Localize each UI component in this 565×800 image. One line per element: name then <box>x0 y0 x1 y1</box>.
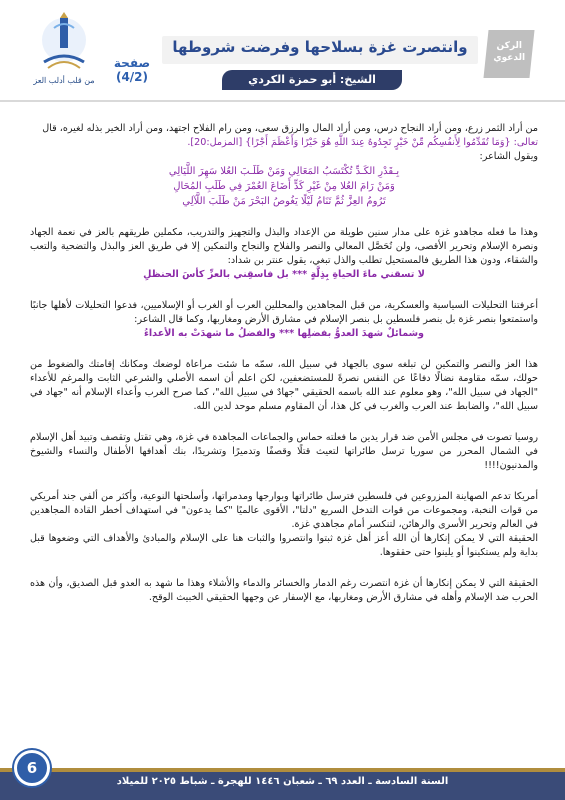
issue-info: السنة السادسة ـ العدد ٦٩ ـ شعبان ١٤٤٦ للهجرة ـ شباط ٢٠٢٥ للميلاد <box>116 776 449 787</box>
paragraph-2: وهذا ما فعله مجاهدو غزة على مدار سنين طويلة من الإعداد والبذل والتجهيز والتدريب، مكملين طريقهم بالعز في نعمة الجهاد ونصرة الإسلام وتحرير الأقصى، ولن تُحَصَّل المعالي والنصر والفلاح والنجاح والتمكين إلا في طريق العز والبذل والتضحية والتعب والشقاء، ودون هذا الطريق فالمستحيل تطلب والذل تبغي، يقول عنتر بن شداد: <box>30 227 538 266</box>
paragraph-5: روسيا تصوت في مجلس الأمن ضد قرار يدين ما فعلته حماس والجماعات المجاهدة في غزة، وهي تقتل وتقصف وتبيد أهل الإسلام في الشمال المحرر من سوريا ترسل طائراتها لتعيث قتلًا وقصفًا وتدميرًا وتشريدًا، بنك أهدافها الأطفال والنساء والشيوخ والمدنيون!!!! <box>30 432 538 471</box>
page-fraction: (4/2) <box>115 70 149 84</box>
paragraph-4: هذا العز والنصر والتمكين لن تبلغه سوى بالجهاد في سبيل الله، سمّه ما شئت مراعاة لوضعك ومكانك إقامتك والضغوط من حولك، سمّه مقاومة نضالًا دفاعًا عن النفس نصرةً للمستضعفين، لكن اعلم أن اسمه الأصلي والشرعي الثابت والمرغم للأعداء "الجهاد في سبيل الله"، وهو معلوم عند الله باسمه الحقيقي "جهادٌ في سبيل الله"، كما صرح الغرب وأعداء الإسلام أنه "جهاد في سبيل الله"، والضابط عند العرب والغرب في كل هذا، أن المقاوم مسلم موحد لدين الله. <box>30 359 538 412</box>
paragraph-intro-1: من أراد الثمر زرع، ومن أراد النجاح درس، ومن أراد المال والرزق سعى، ومن رام الفلاح اجتهد، ومن أراد الخير بذله لغيره، قال <box>42 123 538 134</box>
poem-line: تَرُومُ العِزَّ ثُمَّ تَنَامُ لَيْلًا يَغُوصُ البَحْرَ مَنْ طَلَبَ اللَّآلِي <box>182 196 386 207</box>
page-number: 6 <box>14 750 50 786</box>
quran-verse: تعالى: {وَمَا تُقَدِّمُوا لِأَنفُسِكُم مِّنْ خَيْرٍ تَجِدُوهُ عِندَ اللَّهِ هُوَ خَيْرًا وَأَعْظَمَ أَجْرًا} [المزمل:20]. <box>187 137 538 148</box>
logo-caption: من قلب أدلب العز <box>33 76 95 85</box>
poem-line: بِـقَدْرِ الكَـدِّ تُكْتَسَبُ المَعَالِي وَمَنْ طَلَـبَ العُلا سَهِرَ اللَّيَالِي <box>168 166 400 177</box>
poem-line: وَمَنْ رَامَ العُلا مِنْ غَيْرِ كَدٍّ أَضَاعَ العُمْرَ فِي طَلَبِ المُحَالِ <box>173 181 395 192</box>
poem-block <box>30 164 538 209</box>
page-label: صفحة <box>113 56 151 70</box>
page-badge <box>110 56 154 84</box>
quote-antara: لا تسقني ماءَ الحياةِ بِذِلَّةٍ *** بل فاسقِني بالعزِّ كأسَ الحنظلِ <box>143 269 425 280</box>
author-label: الشيخ: أبو حمزة الكردي <box>222 70 402 90</box>
article-body <box>30 122 538 605</box>
paragraph-8: الحقيقة التي لا يمكن إنكارها أن غزة انتصرت رغم الدمار والخسائر والدماء والأشلاء وهذا ما شهد به العدو قبل الصديق، وأن هذه الحرب ضد الإسلام وأهله في مشارق الأرض ومغاربها، مع الإسفار عن وجهها الحقيقي الخبيث الوقح. <box>30 578 538 603</box>
quote-enemy: وشمائلٌ شهدَ العدوُّ بفضلِها *** والفضلُ ما شهدَتْ به الأعداءُ <box>143 328 425 339</box>
paragraph-6: أمريكا تدعم الصهاينة المزروعين في فلسطين فترسل طائراتها وبوارجها ومدمراتها، وأسلحتها النوعية، وأكثر من ألفي جند أمريكي من قوات النخبة، ومجموعات من قوات التدخل السريع "دلتا"، الأقوى عالميًا "كما يدعون" في استهداف أخطر القادة المجاهدين في العالم وتحرير الأسرى والرهائن، لتنكسر أمام مجاهدي غزة. <box>30 491 538 530</box>
section-tab <box>483 30 534 78</box>
paragraph-3: أعرفتنا التحليلات السياسية والعسكرية، من قبل المجاهدين والمحللين العرب أو الغرب أو الإسلاميين، فدعوا التحليلات لأهلها جانبًا واستمتعوا بنصر غزة بل بنصر فلسطين بل بنصر الإسلام في مشارق الأرض ومغاربها، وكما قال الشاعر: <box>30 300 538 325</box>
paragraph-intro-3: ويقول الشاعر: <box>479 151 538 162</box>
paragraph-7: الحقيقة التي لا يمكن إنكارها أن الله أعز أهل غزة ثبتوا وانتصروا والثبات هنا على الإسلام والمبادئ والأهداف التي وضعوها قبل بداية ولم يستكينوا أو يلينوا حتى حققوها. <box>30 533 538 558</box>
section-label: الركن الدعوي <box>493 41 526 63</box>
footer-stripe <box>0 768 565 772</box>
article-title: وانتصرت غزة بسلاحها وفرضت شروطها <box>172 38 468 56</box>
header-divider <box>0 100 565 102</box>
